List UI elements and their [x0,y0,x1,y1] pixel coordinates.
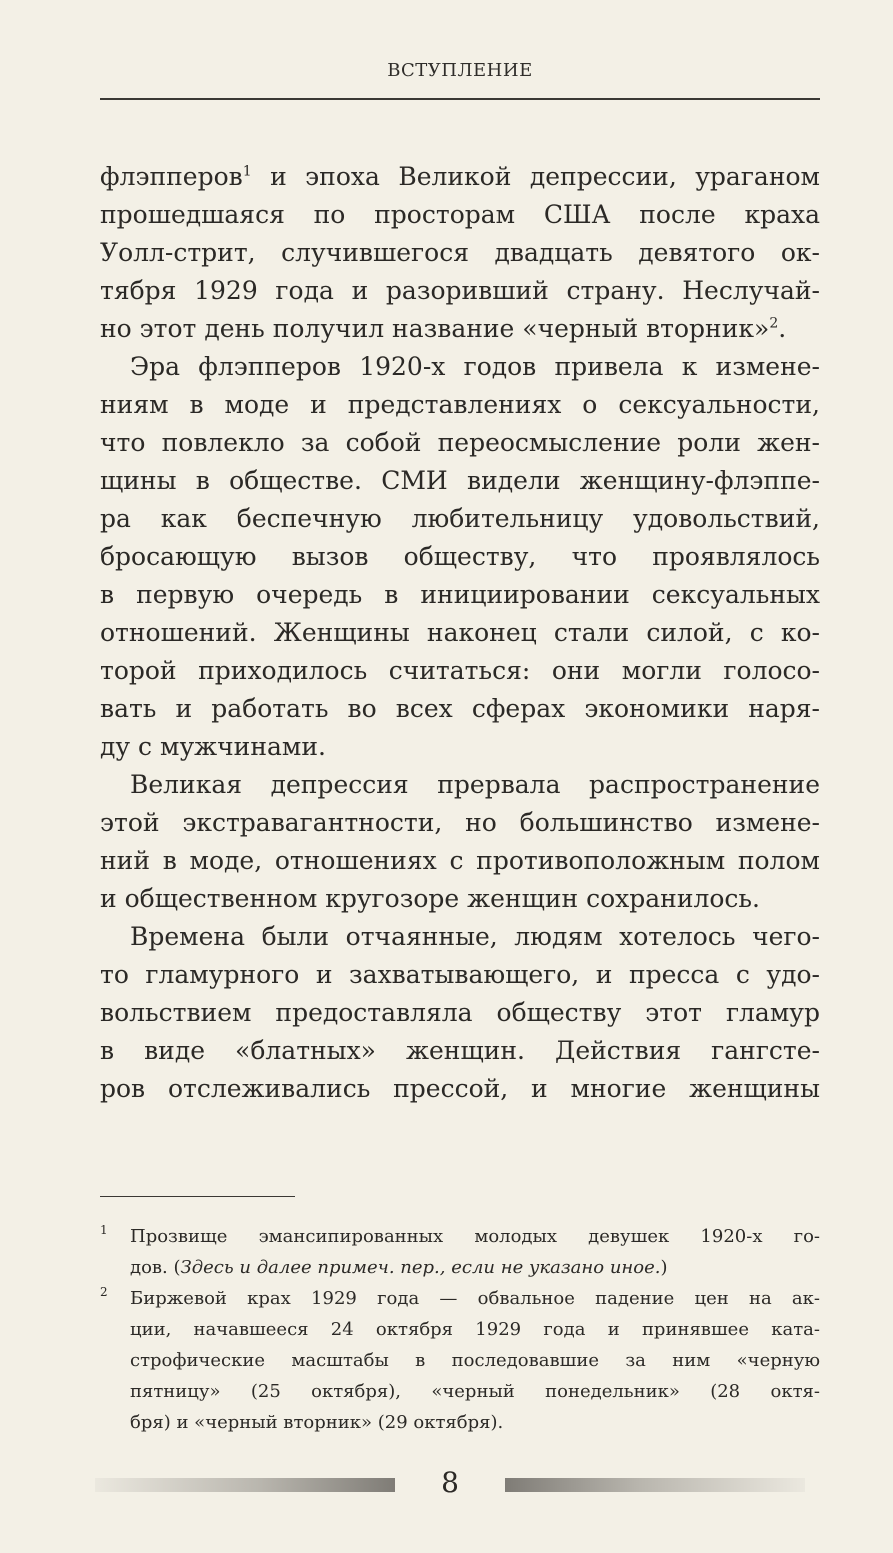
text-line: ров отслеживались прессой, и многие женщины [100,1074,820,1103]
text-line: ний в моде, отношениях с противоположным полом [100,846,820,875]
page-footer [95,1468,805,1504]
text-line: но этот день получил название «черный вторник»$^2$. [100,314,787,343]
text-line: торой приходилось считаться: они могли голосо- [100,656,820,685]
text-line: и общественном кругозоре женщин сохранилось. [100,884,760,913]
footnote-number: 2 [100,1285,108,1299]
footnote-line: бря) и «черный вторник» (29 октября). [130,1412,504,1433]
text-line: вольствием предоставляла обществу этот гламур [100,998,820,1027]
footnote-line: пятницу» (25 октября), «черный понедельник» (28 октя- [130,1381,820,1402]
footnote-1 [100,1222,820,1284]
text-line: в виде «блатных» женщин. Действия гангсте- [100,1036,820,1065]
text-line: прошедшаяся по просторам США после краха [100,200,820,229]
text-line: этой экстравагантности, но большинство измене- [100,808,820,837]
main-text [100,158,820,1108]
text-line: Времена были отчаянные, людям хотелось чего- [130,922,820,951]
footnote-line: дов. (Здесь и далее примеч. пер., если не указано иное.) [130,1257,668,1278]
text-line: ниям в моде и представлениях о сексуальности, [100,390,820,419]
text-line: флэпперов$^1$ и эпоха Великой депрессии, ураганом [100,162,820,191]
text-line: что повлекло за собой переосмысление роли жен- [100,428,820,457]
text-line: то гламурного и захватывающего, и пресса с удо- [100,960,820,989]
footnote-number: 1 [100,1223,108,1237]
text-line: в первую очередь в инициировании сексуальных [100,580,820,609]
text-line: ду с мужчинами. [100,732,326,761]
footnote-ref-2[interactable]: 2 [769,315,779,332]
text-line: Великая депрессия прервала распространение [130,770,820,799]
text-line: ра как беспечную любительницу удовольствий, [100,504,820,533]
footer-bar-right [505,1478,805,1492]
footnote-italic-note: Здесь и далее примеч. пер., если не указано иное. [180,1257,661,1278]
footnote-rule [100,1196,295,1197]
header-rule [100,98,820,100]
footnote-line: ции, начавшееся 24 октября 1929 года и принявшее ката- [130,1319,820,1340]
text-line: вать и работать во всех сферах экономики наря- [100,694,820,723]
running-head: ВСТУПЛЕНИЕ [387,60,533,81]
text-line: щины в обществе. СМИ видели женщину-флэппе- [100,466,820,495]
footer-bar-left [95,1478,395,1492]
text-line: бросающую вызов обществу, что проявлялось [100,542,820,571]
footnote-line: Прозвище эмансипированных молодых девушек 1920-х го- [130,1226,820,1247]
page-number: 8 [441,1466,459,1499]
text-line: тября 1929 года и разоривший страну. Неслучай- [100,276,820,305]
text-line: Уолл-стрит, случившегося двадцать девятого ок- [100,238,820,267]
footnote-2 [100,1284,820,1439]
text-line: Эра флэпперов 1920-х годов привела к измене- [130,352,820,381]
footnote-line: строфические масштабы в последовавшие за ним «черную [130,1350,820,1371]
footnote-ref-1[interactable]: 1 [242,163,252,180]
footnotes [100,1222,820,1439]
text-line: отношений. Женщины наконец стали силой, с ко- [100,618,820,647]
footnote-line: Биржевой крах 1929 года — обвальное падение цен на ак- [130,1288,820,1309]
